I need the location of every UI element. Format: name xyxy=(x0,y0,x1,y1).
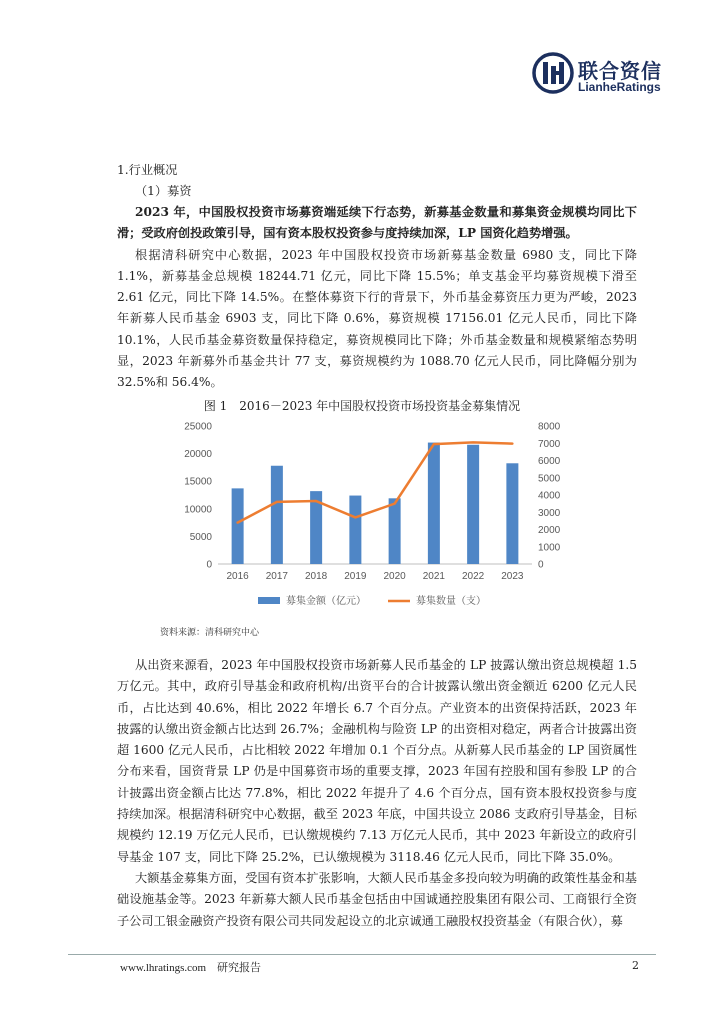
bar-amount xyxy=(389,498,401,564)
x-tick-label: 2016 xyxy=(226,571,249,582)
y-left-tick-label: 25000 xyxy=(184,421,212,433)
x-tick-label: 2022 xyxy=(462,571,485,582)
y-right-tick-label: 4000 xyxy=(538,490,561,502)
y-right-tick-label: 7000 xyxy=(538,438,561,450)
bar-amount xyxy=(232,488,244,564)
bar-amount xyxy=(349,496,361,564)
y-left-tick-label: 15000 xyxy=(184,476,212,488)
intro-text-block xyxy=(117,202,637,394)
legend-bar-swatch xyxy=(258,597,280,604)
x-tick-label: 2019 xyxy=(344,571,367,582)
lead-paragraph: 2023 年，中国股权投资市场募资端延续下行态势，新募基金数量和募集资金规模均同比下滑；受政府创投政策引导，国有资本股权投资参与度持续加深，LP 国资化趋势增强。 xyxy=(117,205,637,241)
bar-amount xyxy=(467,445,479,564)
y-right-tick-label: 6000 xyxy=(538,456,561,467)
x-tick-label: 2018 xyxy=(305,571,328,582)
legend-line-label: 募集数量（支） xyxy=(416,596,486,607)
footer-site: www.lhratings.com 研究报告 xyxy=(120,962,262,974)
paragraph-fundraising-data: 根据清科研究中心数据，2023 年中国股权投资市场新募基金数量 6980 支，同比下降 1.1%，新募基金总规模 18244.71 亿元，同比下降 15.5%；单支基金平均募资规模下滑至 2.61 亿元，同比下降 14.5%。在整体募资下行的背景下，外币基金募资压力更为严峻，2023 年新募人民币基金 6903 支，同比下降 0.6%，募资规模 17156.01 亿元人民币，同比下降 10.1%，人民币基金募资数量保持稳定，募资规模同比下降；外币基金数量和规模紧缩态势明显，2023 年新募外币基金共计 77 支，募资规模约为 1088.70 亿元人民币，同比降幅分别为 32.5%和 56.4%。 xyxy=(117,247,637,390)
x-tick-label: 2023 xyxy=(501,571,524,582)
bar-amount xyxy=(271,466,283,564)
x-tick-label: 2020 xyxy=(383,571,406,582)
legend-bar-label: 募集金额（亿元） xyxy=(286,596,366,607)
y-right-tick-label: 5000 xyxy=(538,473,561,485)
fundraising-chart xyxy=(170,416,590,621)
y-right-tick-label: 8000 xyxy=(538,421,561,433)
brand-name-en: LianheRatings xyxy=(578,80,661,94)
bar-amount xyxy=(506,463,518,564)
figure-source: 资料来源：清科研究中心 xyxy=(160,628,260,638)
footer-divider xyxy=(68,954,656,955)
paragraph-large-funds: 大额基金募集方面，受国有资本扩张影响，大额人民币基金多投向较为明确的政策性基金和基础设施基金等。2023 年新募大额人民币基金包括由中国诚通控股集团有限公司、工商银行全资子公司工银金融资产投资有限公司共同发起设立的北京诚通工融股权投资基金（有限合伙），募 xyxy=(117,870,637,928)
section-heading: 1.行业概况 xyxy=(117,163,178,177)
brand-logo xyxy=(532,52,672,100)
x-tick-label: 2017 xyxy=(265,571,288,582)
figure-title: 图 1 2016－2023 年中国股权投资市场投资基金募集情况 xyxy=(203,399,521,413)
paragraph-lp-sources: 从出资来源看，2023 年中国股权投资市场新募人民币基金的 LP 披露认缴出资总规模超 1.5 万亿元。其中，政府引导基金和政府机构/出资平台的合计披露认缴出资金额近 6200 亿元人民币，占比达到 40.6%，相比 2022 年增长 6.7 个百分点。产业资本的出资保持活跃，2023 年披露的认缴出资金额占比达到 26.7%；金融机构与险资 LP 的出资相对稳定，两者合计披露出资超 1600 亿元人民币，占比相较 2022 年增加 0.1 个百分点。从新募人民币基金的 LP 国资属性分布来看，国资背景 LP 仍是中国募资市场的重要支撑，2023 年国有控股和国有参股 LP 的合计披露出资金额占比达 77.8%，相比 2022 年提升了 4.6 个百分点，国有资本股权投资参与度持续加深。根据清科研究中心数据，截至 2023 年底，中国共设立 2086 支政府引导基金，目标规模约 12.19 万亿元人民币，已认缴规模约 7.13 万亿元人民币，其中 2023 年新设立的政府引导基金 107 支，同比下降 25.2%，已认缴规模为 3118.46 亿元人民币，同比下降 35.0%。 xyxy=(117,658,637,864)
x-tick-label: 2021 xyxy=(422,571,445,582)
brand-name-cn: 联合资信 xyxy=(578,59,662,83)
y-left-tick-label: 0 xyxy=(206,559,212,571)
page-number: 2 xyxy=(632,959,639,972)
y-left-tick-label: 20000 xyxy=(184,449,212,461)
y-left-tick-label: 5000 xyxy=(189,531,212,543)
y-right-tick-label: 3000 xyxy=(538,507,561,519)
bar-amount xyxy=(428,443,440,564)
body-text-block xyxy=(117,655,637,932)
lianhe-logo-icon xyxy=(532,52,574,94)
y-right-tick-label: 2000 xyxy=(538,525,561,536)
y-right-tick-label: 0 xyxy=(538,559,544,571)
subsection-heading: （1）募资 xyxy=(135,184,192,198)
y-left-tick-label: 10000 xyxy=(184,504,212,516)
y-right-tick-label: 1000 xyxy=(538,542,561,554)
